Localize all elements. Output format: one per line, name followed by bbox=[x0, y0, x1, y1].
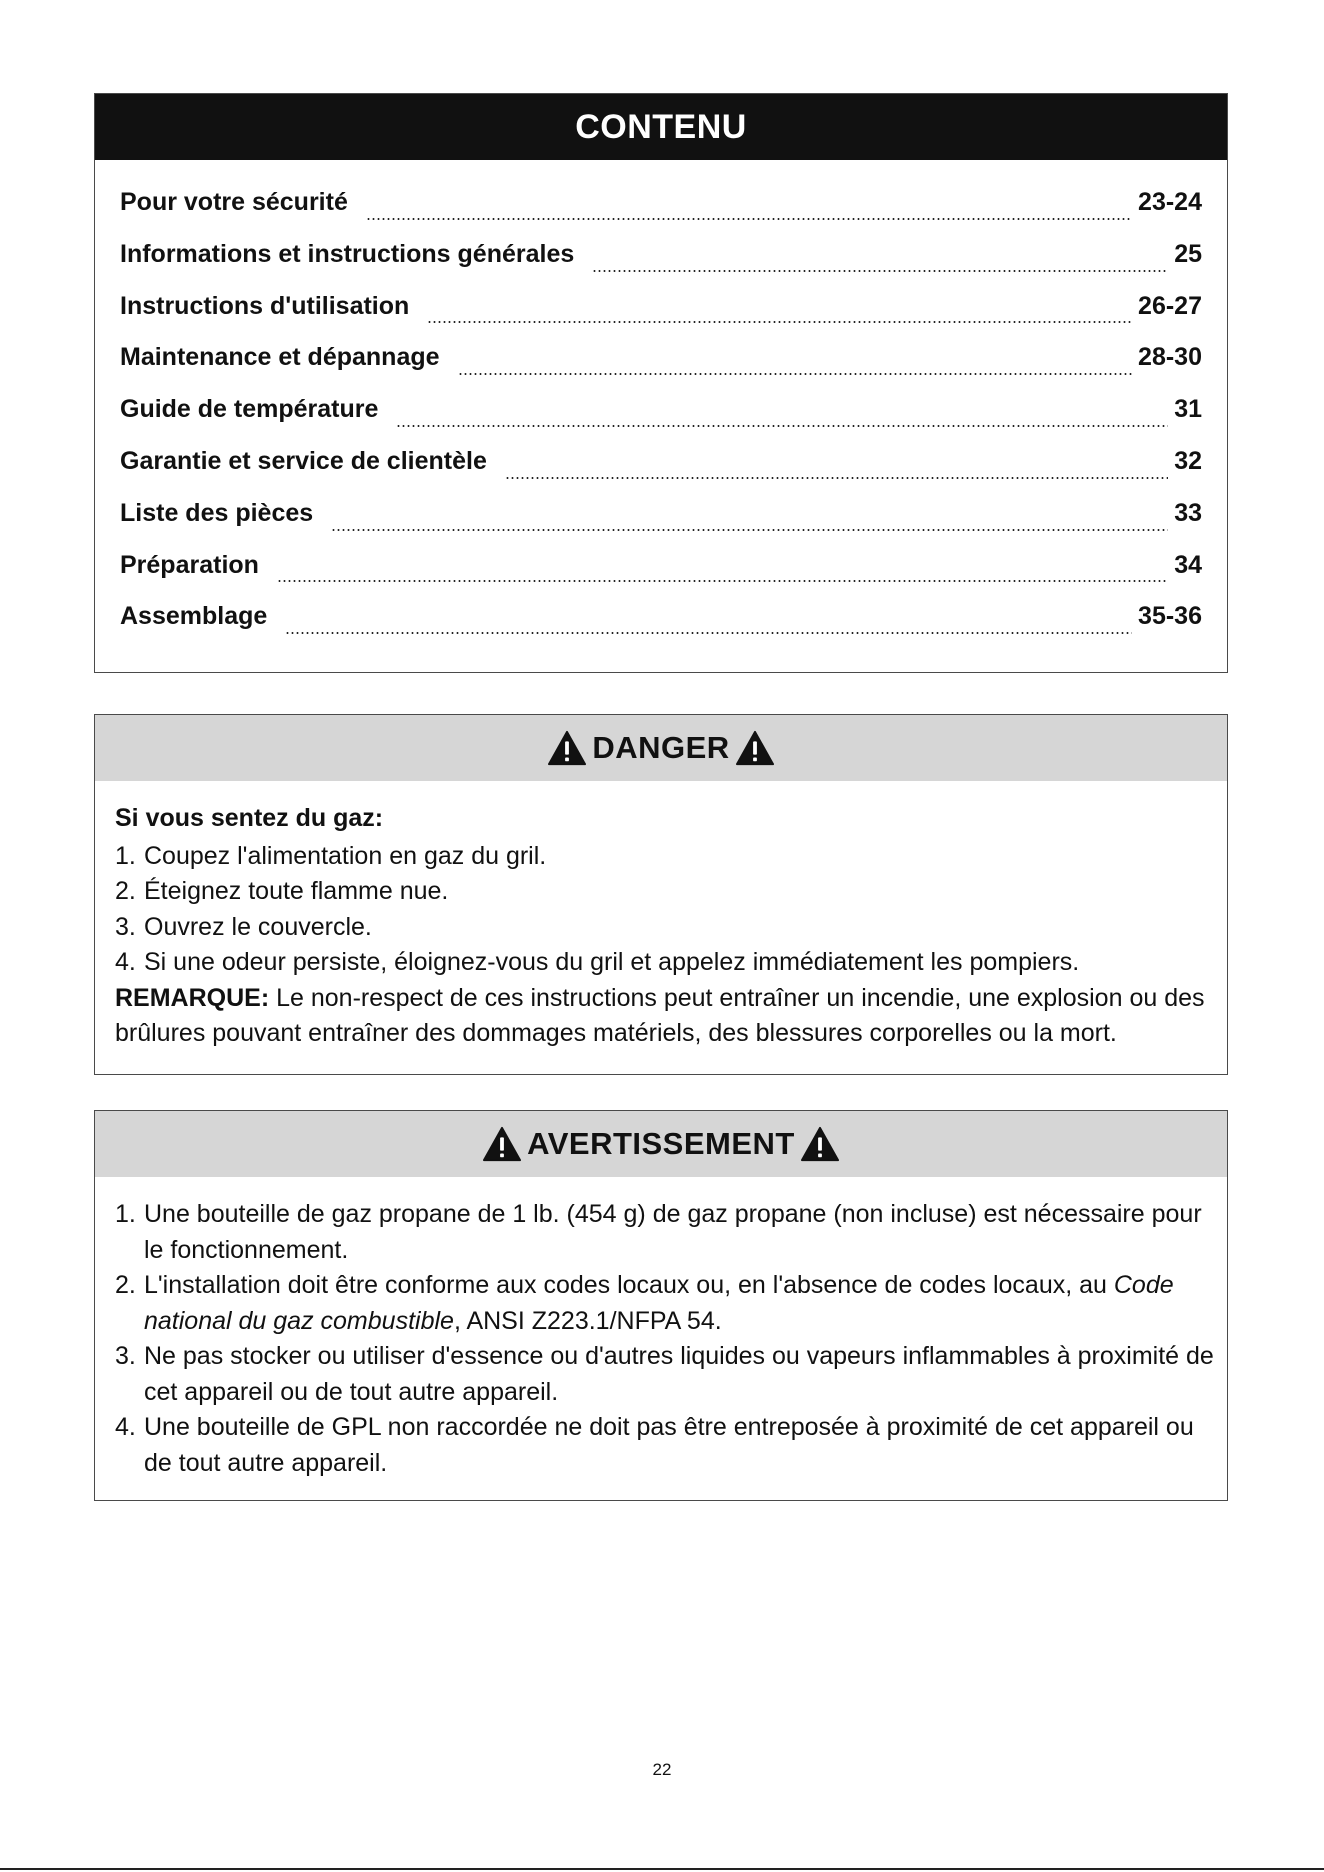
toc-entry bbox=[120, 447, 1202, 499]
toc-entry-pages: 33 bbox=[1174, 498, 1202, 527]
step-text: Ouvrez le couvercle. bbox=[144, 912, 372, 941]
toc-leader-dots bbox=[592, 270, 1168, 272]
step-text: Si une odeur persiste, éloignez-vous du gril et appelez immédiatement les pompiers. bbox=[144, 948, 1080, 976]
toc-entry-pages: 34 bbox=[1174, 550, 1202, 579]
warning-box bbox=[94, 1110, 1228, 1501]
danger-box bbox=[94, 714, 1228, 1075]
toc-entry-pages: 32 bbox=[1174, 446, 1202, 475]
danger-content bbox=[95, 781, 1227, 1052]
toc-leader-dots bbox=[396, 425, 1168, 427]
danger-title: DANGER bbox=[592, 730, 730, 765]
warning-item bbox=[115, 1268, 1221, 1339]
warning-content bbox=[95, 1177, 1227, 1481]
toc-leader-dots bbox=[331, 529, 1168, 531]
contents-title: CONTENU bbox=[575, 107, 747, 146]
danger-lead: Si vous sentez du gaz: bbox=[115, 804, 384, 832]
item-text bbox=[144, 1268, 1221, 1339]
toc-entry-title: Liste des pièces bbox=[120, 498, 314, 527]
contents-box bbox=[94, 93, 1228, 673]
item-number: 2. bbox=[115, 1271, 136, 1299]
toc-entry bbox=[120, 551, 1202, 603]
warning-header bbox=[95, 1111, 1227, 1177]
toc-entry-title: Préparation bbox=[120, 550, 259, 579]
toc-entry-pages: 35-36 bbox=[1138, 602, 1202, 631]
item-text: Une bouteille de GPL non raccordée ne doit pas être entreposée à proximité de cet appareil ou de tout autre appareil. bbox=[144, 1413, 1194, 1477]
step-number: 1. bbox=[115, 841, 136, 870]
warning-triangle-icon bbox=[736, 730, 774, 766]
bottom-rule bbox=[0, 1868, 1324, 1870]
warning-triangle-icon bbox=[801, 1126, 839, 1162]
toc-entry bbox=[120, 240, 1202, 292]
danger-remark bbox=[115, 981, 1227, 1052]
danger-step bbox=[115, 945, 1227, 981]
step-text: Éteignez toute flamme nue. bbox=[144, 877, 449, 905]
warning-title: AVERTISSEMENT bbox=[527, 1126, 795, 1161]
remark-text: Le non-respect de ces instructions peut entraîner un incendie, une explosion ou des brûlures pouvant entraîner des dommages matériels, des blessures corporelles ou la mort. bbox=[115, 983, 1205, 1047]
toc-entry-title: Garantie et service de clientèle bbox=[120, 446, 487, 475]
toc-leader-dots bbox=[458, 373, 1133, 375]
toc-entry-pages: 23-24 bbox=[1138, 188, 1202, 216]
toc-entry-title: Instructions d'utilisation bbox=[120, 291, 410, 320]
danger-step bbox=[115, 910, 1227, 946]
danger-step bbox=[115, 839, 1227, 875]
toc-leader-dots bbox=[285, 632, 1132, 634]
step-number: 2. bbox=[115, 877, 136, 905]
toc-entry bbox=[120, 292, 1202, 344]
toc-entry-title: Maintenance et dépannage bbox=[120, 343, 440, 372]
toc-leader-dots bbox=[277, 580, 1168, 582]
toc-entry bbox=[120, 602, 1202, 654]
contents-header bbox=[95, 94, 1227, 160]
item-text-part: , ANSI Z223.1/NFPA 54. bbox=[453, 1306, 722, 1335]
toc-entry bbox=[120, 343, 1202, 395]
code-reference: Code national du gaz combustible bbox=[144, 1271, 1174, 1335]
item-text: Ne pas stocker ou utiliser d'essence ou d'autres liquides ou vapeurs inflammables à proximité de cet appareil ou de tout autre appareil. bbox=[144, 1342, 1214, 1406]
step-text: Coupez l'alimentation en gaz du gril. bbox=[144, 841, 547, 870]
toc-entry-pages: 25 bbox=[1174, 239, 1202, 268]
toc-entry-pages: 31 bbox=[1174, 395, 1202, 424]
danger-step bbox=[115, 874, 1227, 910]
warning-item bbox=[115, 1197, 1221, 1268]
remark-label: REMARQUE: bbox=[115, 983, 270, 1012]
toc-leader-dots bbox=[366, 218, 1132, 220]
step-number: 3. bbox=[115, 912, 136, 941]
warning-item bbox=[115, 1410, 1221, 1481]
item-text-part: L'installation doit être conforme aux codes locaux ou, en l'absence de codes locaux, au bbox=[144, 1271, 1114, 1299]
page-number: 22 bbox=[652, 1760, 672, 1779]
step-number: 4. bbox=[115, 948, 136, 976]
danger-header bbox=[95, 715, 1227, 781]
toc-entry bbox=[120, 188, 1202, 240]
warning-triangle-icon bbox=[548, 730, 586, 766]
item-number: 3. bbox=[115, 1342, 136, 1370]
toc-entry-title: Guide de température bbox=[120, 395, 379, 424]
toc-entry-title: Assemblage bbox=[120, 602, 268, 631]
toc-entry-title: Pour votre sécurité bbox=[120, 188, 348, 216]
toc-entry bbox=[120, 499, 1202, 551]
toc-entry-pages: 28-30 bbox=[1138, 343, 1202, 372]
toc-entry-pages: 26-27 bbox=[1138, 291, 1202, 320]
toc-leader-dots bbox=[505, 477, 1168, 479]
item-text: Une bouteille de gaz propane de 1 lb. (454 g) de gaz propane (non incluse) est nécessaire pour le fonctionnement. bbox=[144, 1200, 1202, 1264]
item-number: 4. bbox=[115, 1413, 136, 1441]
item-number: 1. bbox=[115, 1200, 136, 1228]
warning-item bbox=[115, 1339, 1221, 1410]
toc-entry bbox=[120, 395, 1202, 447]
contents-list bbox=[95, 160, 1227, 654]
warning-triangle-icon bbox=[483, 1126, 521, 1162]
toc-leader-dots bbox=[427, 321, 1132, 323]
toc-entry-title: Informations et instructions générales bbox=[120, 239, 575, 268]
